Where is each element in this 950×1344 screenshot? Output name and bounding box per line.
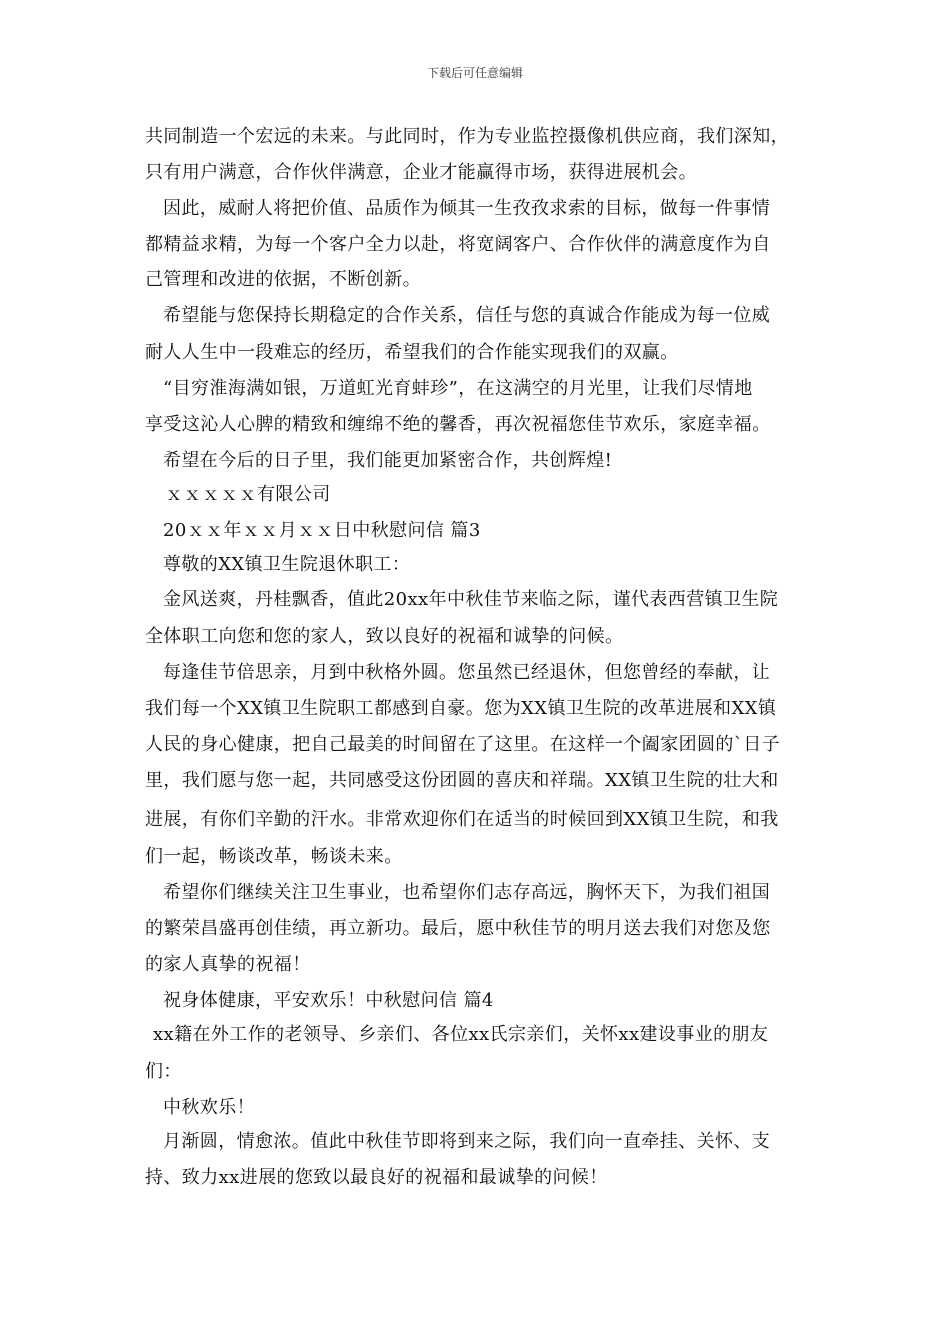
text-line: 都精益求精，为每一个客户全力以赴，将宽阔客户、合作伙伴的满意度作为自 xyxy=(145,234,771,255)
text-line: 持、致力xx进展的您致以最良好的祝福和最诚挚的问候！ xyxy=(145,1167,608,1188)
text-line: 希望你们继续关注卫生事业，也希望你们志存高远，胸怀天下，为我们祖国 xyxy=(163,882,771,903)
text-line: 的繁荣昌盛再创佳绩，再立新功。最后，愿中秋佳节的明月送去我们对您及您 xyxy=(145,918,771,939)
text-line: 我们每一个XX镇卫生院职工都感到自豪。您为XX镇卫生院的改革进展和XX镇 xyxy=(145,698,777,719)
text-line: 耐人人生中一段难忘的经历，希望我们的合作能实现我们的双赢。 xyxy=(145,342,679,363)
text-line: 里，我们愿与您一起，共同感受这份团圆的喜庆和祥瑞。XX镇卫生院的壮大和 xyxy=(145,770,779,791)
section-heading: 20ｘｘ年ｘｘ月ｘｘ日中秋慰问信 篇3 xyxy=(163,520,481,541)
text-line: 的家人真挚的祝福！ xyxy=(145,954,311,975)
text-line: 共同制造一个宏远的未来。与此同时，作为专业监控摄像机供应商，我们深知， xyxy=(145,126,789,147)
text-line: 希望在今后的日子里，我们能更加紧密合作，共创辉煌! xyxy=(163,450,613,471)
text-line: 们一起，畅谈改革，畅谈未来。 xyxy=(145,846,403,867)
text-line: 尊敬的XX镇卫生院退休职工： xyxy=(163,554,411,575)
text-line: 己管理和改进的依据，不断创新。 xyxy=(145,269,421,290)
text-line: ｘｘｘｘｘ有限公司 xyxy=(165,484,331,505)
text-line: xx籍在外工作的老领导、乡亲们、各位xx氏宗亲们，关怀xx建设事业的朋友 xyxy=(153,1024,769,1045)
text-line: 人民的身心健康，把自己最美的时间留在了这里。在这样一个阖家团圆的`日子 xyxy=(145,734,780,755)
text-line: 进展，有你们辛勤的汗水。非常欢迎你们在适当的时候回到XX镇卫生院，和我 xyxy=(145,809,779,830)
text-line: 金风送爽，丹桂飘香，值此20xx年中秋佳节来临之际，谨代表西营镇卫生院 xyxy=(163,589,779,610)
text-line: 中秋欢乐！ xyxy=(163,1097,255,1118)
section-heading: 祝身体健康，平安欢乐！中秋慰问信 篇4 xyxy=(163,990,494,1011)
text-line: 希望能与您保持长期稳定的合作关系，信任与您的真诚合作能成为每一位威 xyxy=(163,305,771,326)
text-line: 月渐圆，情愈浓。值此中秋佳节即将到来之际，我们向一直牵挂、关怀、支 xyxy=(163,1131,771,1152)
text-line: 享受这沁人心脾的精致和缠绵不绝的馨香，再次祝福您佳节欢乐，家庭幸福。 xyxy=(145,414,771,435)
text-line: 因此，威耐人将把价值、品质作为倾其一生孜孜求索的目标，做每一件事情 xyxy=(163,198,771,219)
text-line: 每逢佳节倍思亲，月到中秋格外圆。您虽然已经退休，但您曾经的奉献，让 xyxy=(163,662,771,683)
page-header-note: 下载后可任意编辑 xyxy=(426,66,523,80)
text-line: “目穷淮海满如银，万道虹光育蚌珍”，在这满空的月光里，让我们尽情地 xyxy=(163,378,753,399)
text-line: 全体职工向您和您的家人，致以良好的祝福和诚挚的问候。 xyxy=(145,626,624,647)
text-line: 只有用户满意，合作伙伴满意，企业才能赢得市场，获得进展机会。 xyxy=(145,162,697,183)
text-line: 们： xyxy=(145,1061,182,1082)
